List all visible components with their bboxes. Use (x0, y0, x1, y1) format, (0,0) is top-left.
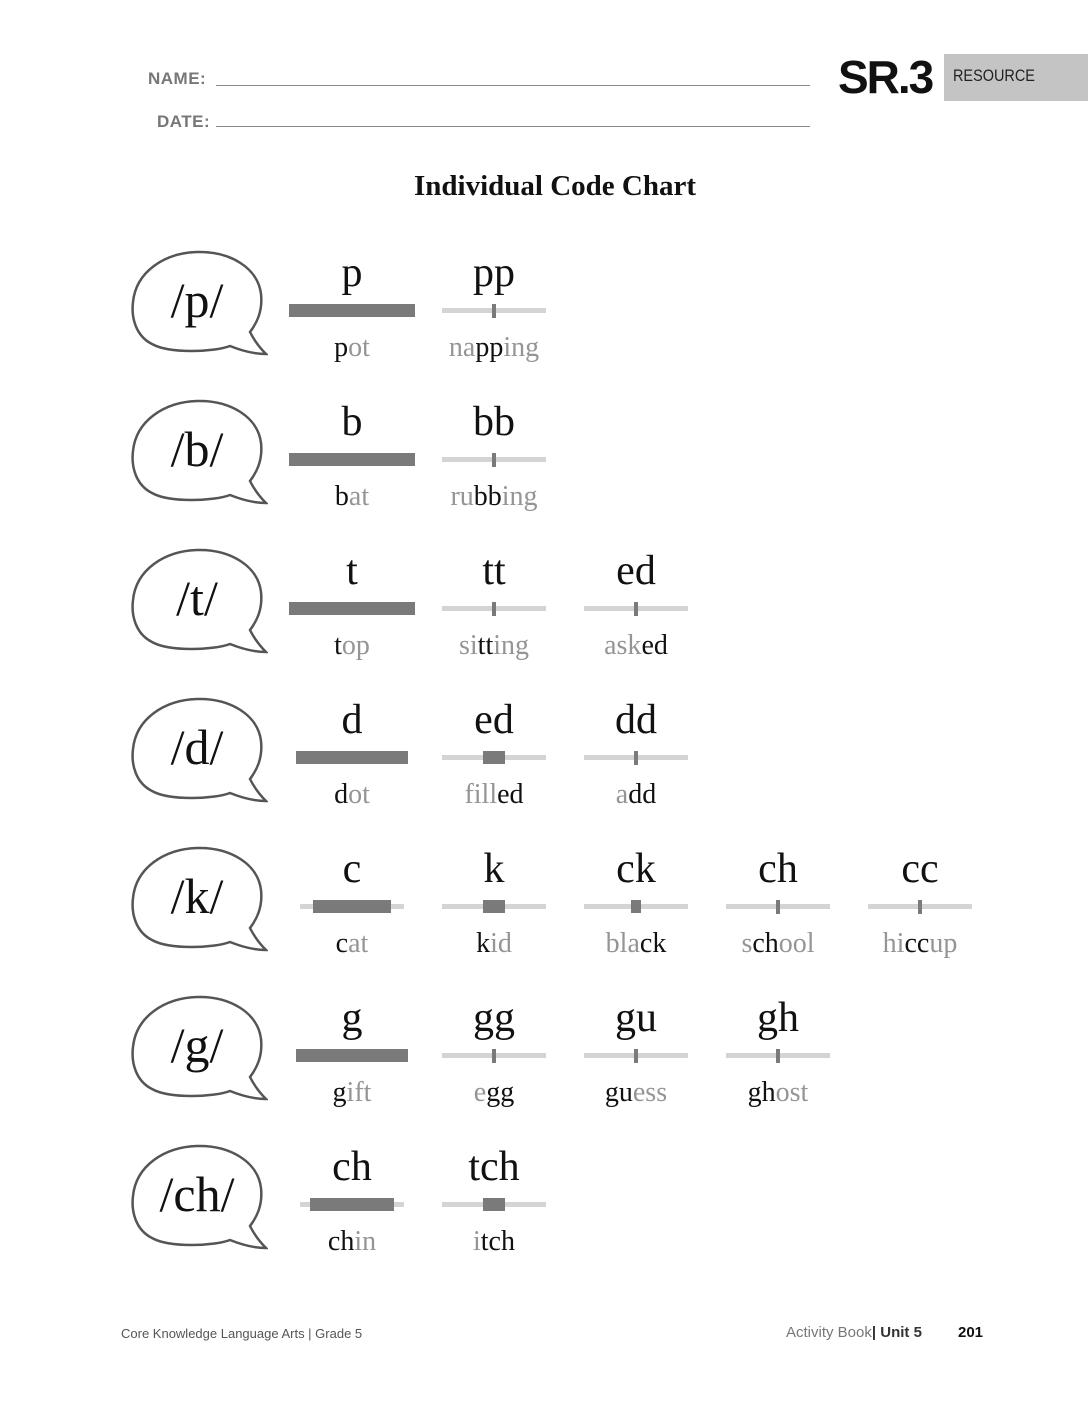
page-number: 201 (958, 1324, 984, 1341)
name-line[interactable] (216, 85, 810, 86)
word-part: e (473, 1077, 487, 1108)
word-part: ost (775, 1077, 809, 1108)
frequency-bar (289, 304, 415, 317)
spelling-card (282, 250, 422, 380)
frequency-bar (289, 453, 415, 466)
code-row (0, 250, 1088, 400)
phoneme-label: /ch/ (159, 1166, 235, 1222)
word-part: op (341, 630, 370, 661)
spelling-code: k (483, 846, 505, 892)
code-row (0, 399, 1088, 549)
phoneme-label: /p/ (170, 272, 224, 328)
spelling-code: d (341, 697, 363, 743)
name-label: NAME: (148, 69, 207, 88)
spelling-card (424, 1144, 564, 1274)
word-part: up (929, 928, 958, 959)
word-highlight: k (476, 928, 491, 959)
spelling-code: b (341, 399, 363, 445)
spelling-card (282, 697, 422, 827)
word-highlight: bb (473, 481, 502, 512)
word-part: ot (348, 779, 370, 810)
word-highlight: b (334, 481, 349, 512)
word-part: s (741, 928, 753, 959)
speech-bubble (130, 846, 268, 958)
word-highlight: dd (628, 779, 657, 810)
speech-bubble (130, 399, 268, 511)
code-row (0, 846, 1088, 996)
code-row (0, 995, 1088, 1145)
word-part: at (348, 481, 370, 512)
word-highlight: ed (641, 630, 668, 661)
word-highlight: t (334, 630, 342, 661)
word-part: ing (503, 332, 540, 363)
spelling-card (282, 846, 422, 976)
word-part: bla (605, 928, 640, 959)
frequency-tick (492, 304, 496, 318)
word-part: ift (346, 1077, 372, 1108)
code-row (0, 548, 1088, 698)
word-highlight: p (334, 332, 349, 363)
spelling-card (566, 548, 706, 678)
resource-code: SR.3 (838, 51, 933, 103)
phoneme-label: /b/ (170, 421, 224, 477)
frequency-bar (631, 900, 641, 913)
word-highlight: ed (497, 779, 524, 810)
spelling-code: c (342, 846, 362, 892)
example-word (566, 1077, 706, 1109)
spelling-code: gh (757, 995, 799, 1041)
spelling-card (424, 697, 564, 827)
spelling-code: ck (616, 846, 656, 892)
spelling-code: t (346, 548, 358, 594)
word-highlight: pp (475, 332, 504, 363)
speech-bubble (130, 1144, 268, 1256)
spelling-card (708, 846, 848, 976)
spelling-card (424, 995, 564, 1125)
word-part: hi (882, 928, 905, 959)
example-word (282, 1226, 422, 1258)
example-word (424, 481, 564, 513)
word-highlight: c (335, 928, 349, 959)
spelling-code: p (341, 250, 363, 296)
spelling-card (566, 846, 706, 976)
footer-book (786, 1324, 922, 1341)
word-highlight: ch (752, 928, 779, 959)
speech-bubble (130, 697, 268, 809)
example-word (850, 928, 990, 960)
example-word (424, 1077, 564, 1109)
example-word (566, 928, 706, 960)
frequency-tick (492, 453, 496, 467)
frequency-tick (634, 602, 638, 616)
word-highlight: g (332, 1077, 347, 1108)
word-highlight: d (334, 779, 349, 810)
word-highlight: tch (480, 1226, 515, 1257)
frequency-tick (918, 900, 922, 914)
spelling-code: bb (473, 399, 515, 445)
word-part: id (490, 928, 512, 959)
spelling-code: ed (616, 548, 656, 594)
footer-unit: | Unit 5 (871, 1324, 922, 1341)
word-highlight: cc (904, 928, 930, 959)
footer-book-label: Activity Book (786, 1324, 872, 1341)
date-label: DATE: (157, 112, 211, 131)
speech-bubble (130, 548, 268, 660)
spelling-card (566, 995, 706, 1125)
example-word (424, 928, 564, 960)
spelling-code: ch (758, 846, 798, 892)
example-word (282, 332, 422, 364)
frequency-bar (483, 900, 505, 913)
spelling-card (282, 399, 422, 529)
spelling-card (708, 995, 848, 1125)
example-word (282, 1077, 422, 1109)
word-part: ask (604, 630, 642, 661)
spelling-code: cc (901, 846, 939, 892)
word-part: at (348, 928, 369, 959)
speech-bubble (130, 995, 268, 1107)
speech-bubble (130, 250, 268, 362)
frequency-tick (776, 900, 780, 914)
code-row (0, 697, 1088, 847)
spelling-card (282, 1144, 422, 1274)
spelling-card (566, 697, 706, 827)
frequency-bar (289, 602, 415, 615)
frequency-bar (483, 751, 505, 764)
footer-series: Core Knowledge Language Arts | Grade 5 (121, 1326, 363, 1341)
code-row (0, 1144, 1088, 1294)
word-highlight: ck (639, 928, 667, 959)
spelling-code: tch (468, 1144, 520, 1190)
spelling-code: tt (482, 548, 506, 594)
spelling-card (424, 846, 564, 976)
spelling-code: dd (615, 697, 657, 743)
word-part: ing (493, 630, 530, 661)
spelling-card (424, 250, 564, 380)
word-highlight: tt (477, 630, 494, 661)
example-word (282, 779, 422, 811)
word-highlight: gg (486, 1077, 515, 1108)
frequency-tick (634, 1049, 638, 1063)
frequency-bar (313, 900, 391, 913)
frequency-tick (776, 1049, 780, 1063)
word-part: na (448, 332, 476, 363)
word-part: fill (464, 779, 498, 810)
spelling-code: gu (615, 995, 657, 1041)
frequency-tick (634, 751, 638, 765)
frequency-bar (310, 1198, 394, 1211)
phoneme-label: /g/ (170, 1017, 224, 1073)
frequency-bar (296, 751, 408, 764)
word-part: ot (348, 332, 370, 363)
example-word (424, 1226, 564, 1258)
example-word (282, 481, 422, 513)
frequency-tick (492, 1049, 496, 1063)
word-highlight: gu (604, 1077, 633, 1108)
spelling-card (424, 548, 564, 678)
example-word (708, 1077, 848, 1109)
word-highlight: ch (327, 1226, 355, 1257)
spelling-card (850, 846, 990, 976)
page-title: Individual Code Chart (413, 170, 696, 202)
word-part: si (458, 630, 478, 661)
spelling-card (424, 399, 564, 529)
spelling-code: pp (473, 250, 515, 296)
word-highlight: gh (747, 1077, 776, 1108)
word-part: ess (632, 1077, 668, 1108)
word-part: in (354, 1226, 377, 1257)
spelling-code: gg (473, 995, 515, 1041)
spelling-code: ch (332, 1144, 372, 1190)
example-word (566, 630, 706, 662)
example-word (424, 630, 564, 662)
frequency-tick (492, 602, 496, 616)
phoneme-label: /d/ (170, 719, 224, 775)
example-word (282, 928, 422, 960)
word-part: ru (450, 481, 474, 512)
example-word (708, 928, 848, 960)
example-word (566, 779, 706, 811)
phoneme-label: /k/ (170, 868, 224, 924)
example-word (282, 630, 422, 662)
spelling-code: ed (474, 697, 514, 743)
resource-tab (944, 54, 1088, 101)
frequency-bar (296, 1049, 408, 1062)
example-word (424, 332, 564, 364)
example-word (424, 779, 564, 811)
word-part: ool (778, 928, 815, 959)
spelling-card (282, 995, 422, 1125)
word-part: i (473, 1226, 481, 1257)
word-part: ing (501, 481, 538, 512)
phoneme-label: /t/ (176, 570, 218, 626)
resource-label: RESOURCE (953, 66, 1035, 85)
spelling-card (282, 548, 422, 678)
word-part: a (615, 779, 629, 810)
frequency-bar (483, 1198, 505, 1211)
date-line[interactable] (216, 126, 810, 127)
spelling-code: g (341, 995, 363, 1041)
